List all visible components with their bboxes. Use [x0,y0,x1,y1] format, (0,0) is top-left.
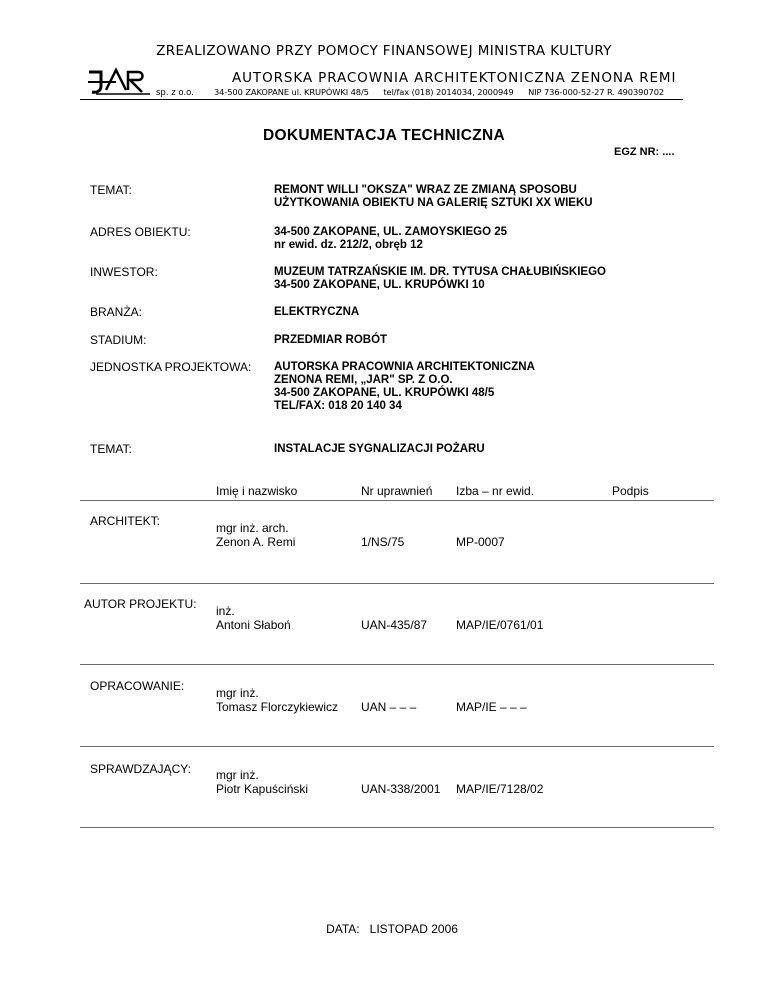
field-value-inwestor [274,266,606,292]
field-label-adres: ADRES OBIEKTU: [90,225,191,239]
field-value-temat [274,184,593,210]
chamber-number: MP-0007 [456,535,505,549]
role-label: SPRAWDZAJĄCY: [90,762,191,776]
copy-number: EGZ NR: .... [614,146,675,158]
column-header-signature: Podpis [612,484,649,498]
field-value-adres [274,226,507,252]
person-name: Piotr Kapuściński [216,782,309,796]
license-number: UAN – – – [361,700,417,714]
field-label-inwestor: INWESTOR: [90,265,158,279]
date-label: DATA: [326,922,360,936]
field-value-line: MUZEUM TATRZAŃSKIE IM. DR. TYTUSA CHAŁUBIŃSKIEGO [274,266,606,278]
field-value-line: 34-500 ZAKOPANE, UL. ZAMOYSKIEGO 25 [274,226,508,238]
person-title: mgr inż. [216,686,259,700]
role-label: OPRACOWANIE: [90,679,185,693]
field-value-line: ELEKTRYCZNA [274,306,360,318]
header-divider [80,99,683,100]
field-label-temat: TEMAT: [90,183,132,197]
role-label: ARCHITEKT: [90,514,161,528]
field-label-stadium: STADIUM: [90,333,147,347]
company-logo [86,66,152,96]
jar-logo-icon [86,66,152,96]
studio-registry: NIP 736-000-52-27 R. 490390702 [528,87,665,97]
license-number: 1/NS/75 [361,535,405,549]
field-value-line: ZENONA REMI, „JAR" SP. Z O.O. [274,374,453,386]
funding-note: ZREALIZOWANO PRZY POMOCY FINANSOWEJ MINISTRA KULTURY [156,43,612,59]
field-label-temat-2: TEMAT: [90,442,132,456]
table-divider [80,500,714,501]
field-value-line: REMONT WILLI "OKSZA" WRAZ ZE ZMIANĄ SPOSOBU [274,184,577,196]
table-divider [80,583,714,584]
studio-phone: tel/fax (018) 2014034, 2000949 [383,87,514,97]
column-header-chamber: Izba – nr ewid. [456,484,535,498]
field-value-branza [274,306,359,319]
role-label: AUTOR PROJEKTU: [84,597,197,611]
person-name: Tomasz Florczykiewicz [216,700,339,714]
field-value-line: PRZEDMIAR ROBÓT [274,334,388,346]
field-value-jednostka [274,361,535,413]
studio-name: AUTORSKA PRACOWNIA ARCHITEKTONICZNA ZENONA REMI [232,70,677,86]
table-divider [80,827,714,828]
field-value-line: 34-500 ZAKOPANE, UL. KRUPÓWKI 48/5 [274,387,495,399]
field-value-temat-2 [274,443,485,456]
document-title: DOKUMENTACJA TECHNICZNA [263,127,505,144]
person-title: inż. [216,604,235,618]
column-header-license: Nr uprawnień [361,484,433,498]
license-number: UAN-435/87 [361,618,428,632]
field-value-line: nr ewid. dz. 212/2, obręb 12 [274,239,423,251]
field-value-line: UŻYTKOWANIA OBIEKTU NA GALERIĘ SZTUKI XX WIEKU [274,197,593,209]
table-divider [80,664,714,665]
person-title: mgr inż. [216,768,259,782]
column-header-name: Imię i nazwisko [216,484,298,498]
date-value: LISTOPAD 2006 [369,922,458,936]
chamber-number: MAP/IE/0761/01 [456,618,544,632]
company-suffix: sp. z o.o. [156,88,194,98]
person-title: mgr inż. arch. [216,521,289,535]
document-date [0,922,768,936]
field-label-branza: BRANŻA: [90,305,143,319]
table-divider [80,746,714,747]
person-name: Zenon A. Remi [216,535,296,549]
license-number: UAN-338/2001 [361,782,441,796]
chamber-number: MAP/IE – – – [456,700,527,714]
field-value-stadium [274,334,387,347]
chamber-number: MAP/IE/7128/02 [456,782,544,796]
field-value-line: INSTALACJE SYGNALIZACJI POŻARU [274,443,485,455]
studio-address: 34-500 ZAKOPANE ul. KRUPÓWKI 48/5 [214,87,369,97]
studio-contact-line [214,87,664,97]
field-value-line: 34-500 ZAKOPANE, UL. KRUPÓWKI 10 [274,279,485,291]
field-value-line: TEL/FAX: 018 20 140 34 [274,400,402,412]
field-value-line: AUTORSKA PRACOWNIA ARCHITEKTONICZNA [274,361,535,373]
person-name: Antoni Słaboń [216,618,291,632]
field-label-jednostka: JEDNOSTKA PROJEKTOWA: [90,360,252,374]
